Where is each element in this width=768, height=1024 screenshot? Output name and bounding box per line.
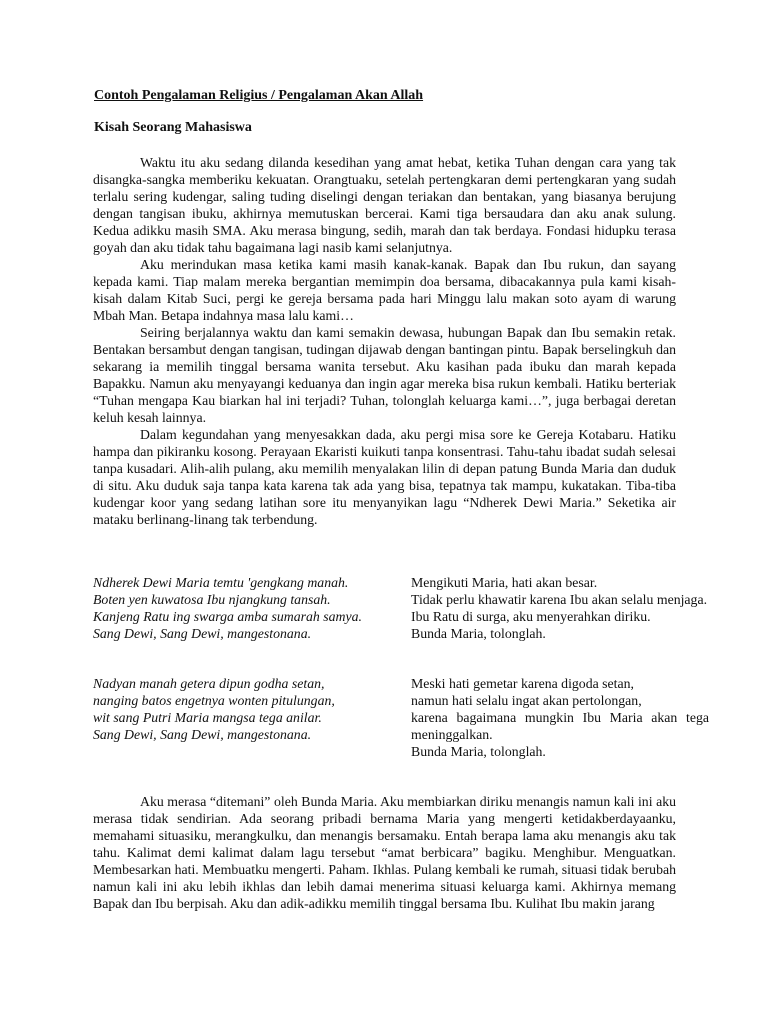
- document-title: Contoh Pengalaman Religius / Pengalaman Akan Allah: [94, 88, 424, 103]
- translation-line: Bunda Maria, tolonglah.: [411, 744, 546, 759]
- closing-body: [93, 793, 676, 912]
- paragraph: Aku merasa “ditemani” oleh Bunda Maria. Aku membiarkan diriku menangis namun kali ini aku merasa tidak sendirian. Ada seorang pribadi bernama Maria yang mengerti ketidakberdayaanku, memahami situasiku, merangkulku, dan menangis bersamaku. Entah berapa lama aku menangis aku tak tahu. Kalimat demi kalimat dalam lagu tersebut “amat berbicara” bagiku. Menghibur. Menguatkan. Membesarkan hati. Membuatku mengerti. Paham. Ikhlas. Pulang kembali ke rumah, situasi tidak berubah namun kali ini aku lebih ikhlas dan lebih damai menerima situasi keluarga kami. Akhirnya memang Bapak dan Ibu berpisah. Aku dan adik-adikku memilih tinggal bersama Ibu. Kulihat Ibu makin jarang: [93, 794, 676, 911]
- song-stanza-1: [93, 574, 709, 660]
- javanese-lyrics: [93, 574, 398, 642]
- translation-line: Ibu Ratu di surga, aku menyerahkan diriku.: [411, 609, 651, 624]
- paragraph: Aku merindukan masa ketika kami masih kanak-kanak. Bapak dan Ibu rukun, dan sayang kepada kami. Tiap malam mereka bergantian memimpin doa bersama, dibacakannya pula kami kisah-kisah dalam Kitab Suci, pergi ke gereja bersama pada hari Minggu lalu makan soto ayam di warung Mbah Man. Betapa indahnya masa lalu kami…: [93, 257, 676, 323]
- song-stanza-2: [93, 675, 709, 761]
- indonesian-translation: [411, 574, 709, 642]
- lyric-line: wit sang Putri Maria mangsa tega anilar.: [93, 710, 322, 725]
- story-body: [93, 154, 676, 528]
- lyric-line: Ndherek Dewi Maria temtu 'gengkang manah.: [93, 575, 349, 590]
- story-subtitle: Kisah Seorang Mahasiswa: [94, 120, 252, 135]
- indonesian-translation: [411, 675, 709, 760]
- lyric-line: Nadyan manah getera dipun godha setan,: [93, 676, 325, 691]
- translation-line: Mengikuti Maria, hati akan besar.: [411, 575, 598, 590]
- paragraph: Waktu itu aku sedang dilanda kesedihan yang amat hebat, ketika Tuhan dengan cara yang tak disangka-sangka memberiku kekuatan. Orangtuaku, setelah pertengkaran demi pertengkaran yang sudah terlalu sering kudengar, saling tuding diselingi dengan teriakan dan bentakan, yang biasanya berujung dengan tangisan ibuku, akhirnya memutuskan bercerai. Kami tiga bersaudara dan aku anak sulung. Kedua adikku masih SMA. Aku merasa bingung, sedih, marah dan tak berdaya. Fondasi hidupku terasa goyah dan aku tidak tahu bagaimana lagi nasib kami selanjutnya.: [93, 155, 676, 255]
- lyric-line: Boten yen kuwatosa Ibu njangkung tansah.: [93, 592, 331, 607]
- lyric-line: nanging batos engetnya wonten pitulungan,: [93, 693, 335, 708]
- translation-line: Bunda Maria, tolonglah.: [411, 626, 546, 641]
- lyric-line: Sang Dewi, Sang Dewi, mangestonana.: [93, 727, 312, 742]
- javanese-lyrics: [93, 675, 398, 743]
- translation-line: Tidak perlu khawatir karena Ibu akan selalu menjaga.: [411, 592, 708, 607]
- lyric-line: Sang Dewi, Sang Dewi, mangestonana.: [93, 626, 312, 641]
- lyric-line: Kanjeng Ratu ing swarga amba sumarah samya.: [93, 609, 362, 624]
- translation-line: karena bagaimana mungkin Ibu Maria akan tega meninggalkan.: [411, 710, 709, 742]
- paragraph: Seiring berjalannya waktu dan kami semakin dewasa, hubungan Bapak dan Ibu semakin retak. Bentakan bersambut dengan tangisan, tudingan dijawab dengan bantingan pintu. Bapak berselingkuh dan sekarang ia memilih tinggal bersama wanita tersebut. Aku kasihan pada ibuku dan marah kepada Bapakku. Namun aku menyayangi keduanya dan ingin agar mereka bisa rukun kembali. Hatiku berteriak “Tuhan mengapa Kau biarkan hal ini terjadi? Tuhan, tolonglah keluarga kami…”, juga berbagai deretan keluh kesah lainnya.: [93, 325, 676, 425]
- translation-line: namun hati selalu ingat akan pertolongan,: [411, 693, 642, 708]
- translation-line: Meski hati gemetar karena digoda setan,: [411, 676, 634, 691]
- paragraph: Dalam kegundahan yang menyesakkan dada, aku pergi misa sore ke Gereja Kotabaru. Hatiku hampa dan pikiranku kosong. Perayaan Ekaristi kuikuti tanpa konsentrasi. Tahu-tahu ibadat sudah selesai tanpa kusadari. Alih-alih pulang, aku memilih menyalakan lilin di depan patung Bunda Maria dan duduk di situ. Aku duduk saja tanpa kata karena tak ada yang bisa, tepatnya tak mampu, kukatakan. Tiba-tiba kudengar koor yang sedang latihan sore itu menyanyikan lagu “Ndherek Dewi Maria.” Seketika air mataku berlinang-linang tak terbendung.: [93, 427, 676, 527]
